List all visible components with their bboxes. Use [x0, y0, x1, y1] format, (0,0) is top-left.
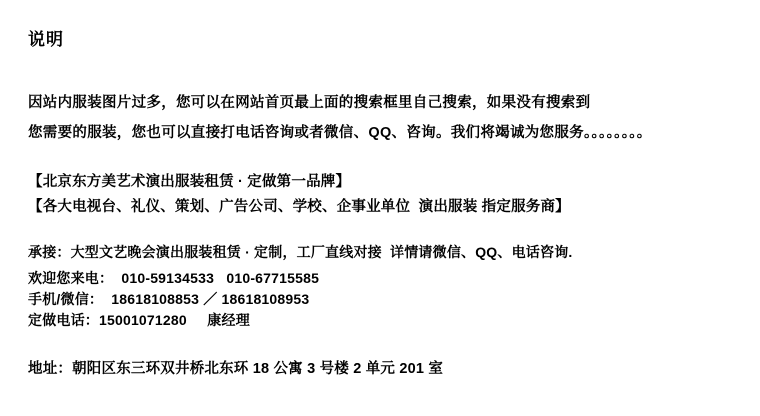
- brand-line-2: 【各大电视台、礼仪、策划、广告公司、学校、企事业单位 演出服装 指定服务商】: [28, 199, 570, 215]
- intro-paragraph: [28, 88, 732, 148]
- service-scope-line: 承接：大型文艺晚会演出服装租赁 · 定制，工厂直线对接 详情请微信、QQ、电话咨询.: [28, 244, 573, 260]
- intro-line-2: 您需要的服装，您也可以直接打电话咨询或者微信、QQ、咨询。我们将竭诚为您服务。。。。。。。。: [28, 125, 652, 141]
- contact-block: [28, 242, 732, 331]
- intro-line-1: 因站内服装图片过多，您可以在网站首页最上面的搜索框里自己搜索，如果没有搜索到: [28, 95, 591, 111]
- page-title: 说明: [28, 30, 64, 49]
- address-line: 地址：朝阳区东三环双井桥北东环 18 公寓 3 号楼 2 单元 201 室: [28, 361, 444, 377]
- mobile-wechat-line: 手机/微信： 18618108853 ／ 18618108953: [28, 291, 310, 307]
- brand-block: [28, 170, 732, 220]
- custom-order-phone-line: 定做电话：15001071280 康经理: [28, 312, 250, 328]
- landline-line: 欢迎您来电： 010-59134533 010-67715585: [28, 270, 320, 286]
- brand-line-1: 【北京东方美艺术演出服装租赁 · 定做第一品牌】: [28, 174, 351, 190]
